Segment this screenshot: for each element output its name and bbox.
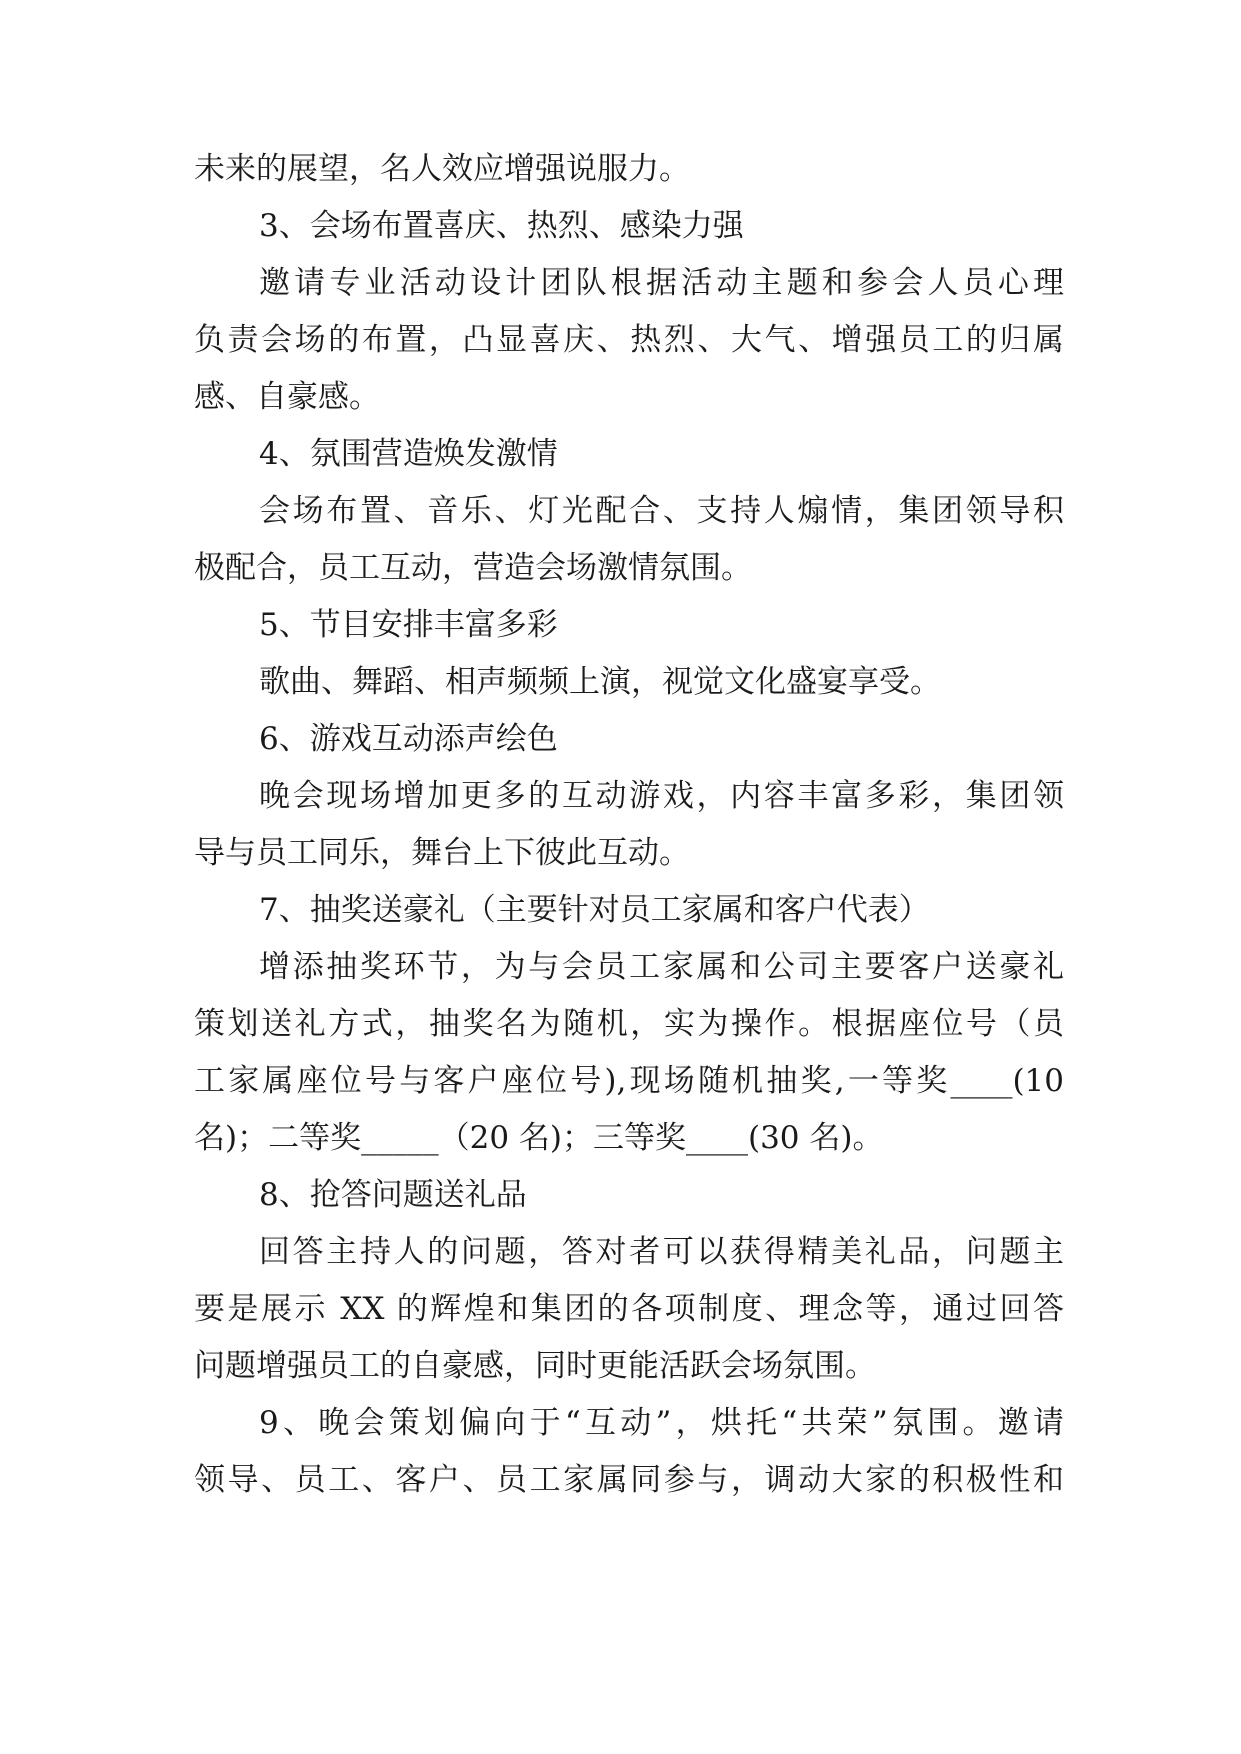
- text-line: 工家属座位号与客户座位号),现场随机抽奖,一等奖____(10: [194, 1063, 1064, 1099]
- text-line: 回答主持人的问题，答对者可以获得精美礼品，问题主: [259, 1234, 1064, 1270]
- text-line: 极配合，员工互动，营造会场激情氛围。: [194, 550, 752, 586]
- text-line: 邀请专业活动设计团队根据活动主题和参会人员心理: [259, 265, 1064, 301]
- section-heading: 8、抢答问题送礼品: [259, 1177, 527, 1213]
- section-heading: 6、游戏互动添声绘色: [259, 721, 558, 757]
- text-line: 领导、员工、客户、员工家属同参与，调动大家的积极性和: [194, 1462, 1064, 1498]
- text-line: 感、自豪感。: [194, 379, 380, 415]
- text-line: 导与员工同乐，舞台上下彼此互动。: [194, 835, 690, 871]
- section-heading: 4、氛围营造焕发激情: [259, 436, 558, 472]
- section-heading: 5、节目安排丰富多彩: [259, 607, 558, 643]
- text-line: 晚会现场增加更多的互动游戏，内容丰富多彩，集团领: [259, 778, 1064, 814]
- text-line: 9、晚会策划偏向于“互动”，烘托“共荣”氛围。邀请: [259, 1405, 1064, 1441]
- text-line: 负责会场的布置，凸显喜庆、热烈、大气、增强员工的归属: [194, 322, 1064, 358]
- text-line: 会场布置、音乐、灯光配合、支持人煽情，集团领导积: [259, 493, 1064, 529]
- section-heading: 3、会场布置喜庆、热烈、感染力强: [259, 208, 744, 244]
- text-line: 问题增强员工的自豪感，同时更能活跃会场氛围。: [194, 1348, 876, 1384]
- text-line: 要是展示 XX 的辉煌和集团的各项制度、理念等，通过回答: [194, 1291, 1064, 1327]
- section-heading: 7、抽奖送豪礼（主要针对员工家属和客户代表）: [259, 892, 930, 928]
- text-line: 歌曲、舞蹈、相声频频上演，视觉文化盛宴享受。: [259, 664, 941, 700]
- text-line: 增添抽奖环节，为与会员工家属和公司主要客户送豪礼: [259, 949, 1064, 985]
- text-line: 名)；二等奖_____（20 名)；三等奖____(30 名)。: [194, 1120, 884, 1156]
- text-line: 策划送礼方式，抽奖名为随机，实为操作。根据座位号（员: [194, 1006, 1064, 1042]
- text-line: 未来的展望，名人效应增强说服力。: [194, 151, 690, 187]
